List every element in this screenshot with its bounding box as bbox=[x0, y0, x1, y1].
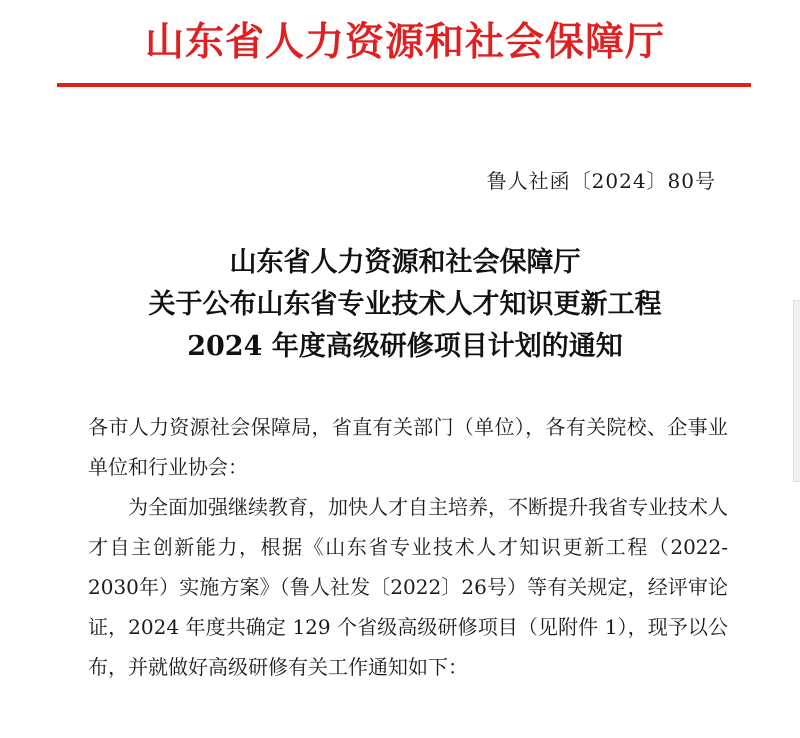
document-body bbox=[88, 407, 728, 687]
document-title bbox=[0, 242, 800, 368]
side-scroll-tab[interactable] bbox=[793, 300, 800, 482]
body-paragraph: 为全面加强继续教育，加快人才自主培养，不断提升我省专业技术人才自主创新能力，根据《山东省专业技术人才知识更新工程（2022-2030年）实施方案》（鲁人社发〔2022〕26号）等有关规定，经评审论证，2024 年度共确定 129 个省级高级研修项目（见附件 1），现予以公布，并就做好高级研修有关工作通知如下： bbox=[88, 495, 728, 679]
title-line-2: 关于公布山东省专业技术人才知识更新工程 bbox=[148, 289, 662, 320]
salutation: 各市人力资源社会保障局，省直有关部门（单位），各有关院校、企事业单位和行业协会： bbox=[88, 415, 728, 479]
issuer-header: 山东省人力资源和社会保障厅 bbox=[144, 19, 665, 65]
document-number: 鲁人社函〔2024〕80号 bbox=[486, 169, 716, 193]
red-header-rule bbox=[57, 83, 751, 87]
title-line-1: 山东省人力资源和社会保障厅 bbox=[229, 247, 581, 278]
title-line-3: 2024 年度高级研修项目计划的通知 bbox=[187, 331, 623, 362]
